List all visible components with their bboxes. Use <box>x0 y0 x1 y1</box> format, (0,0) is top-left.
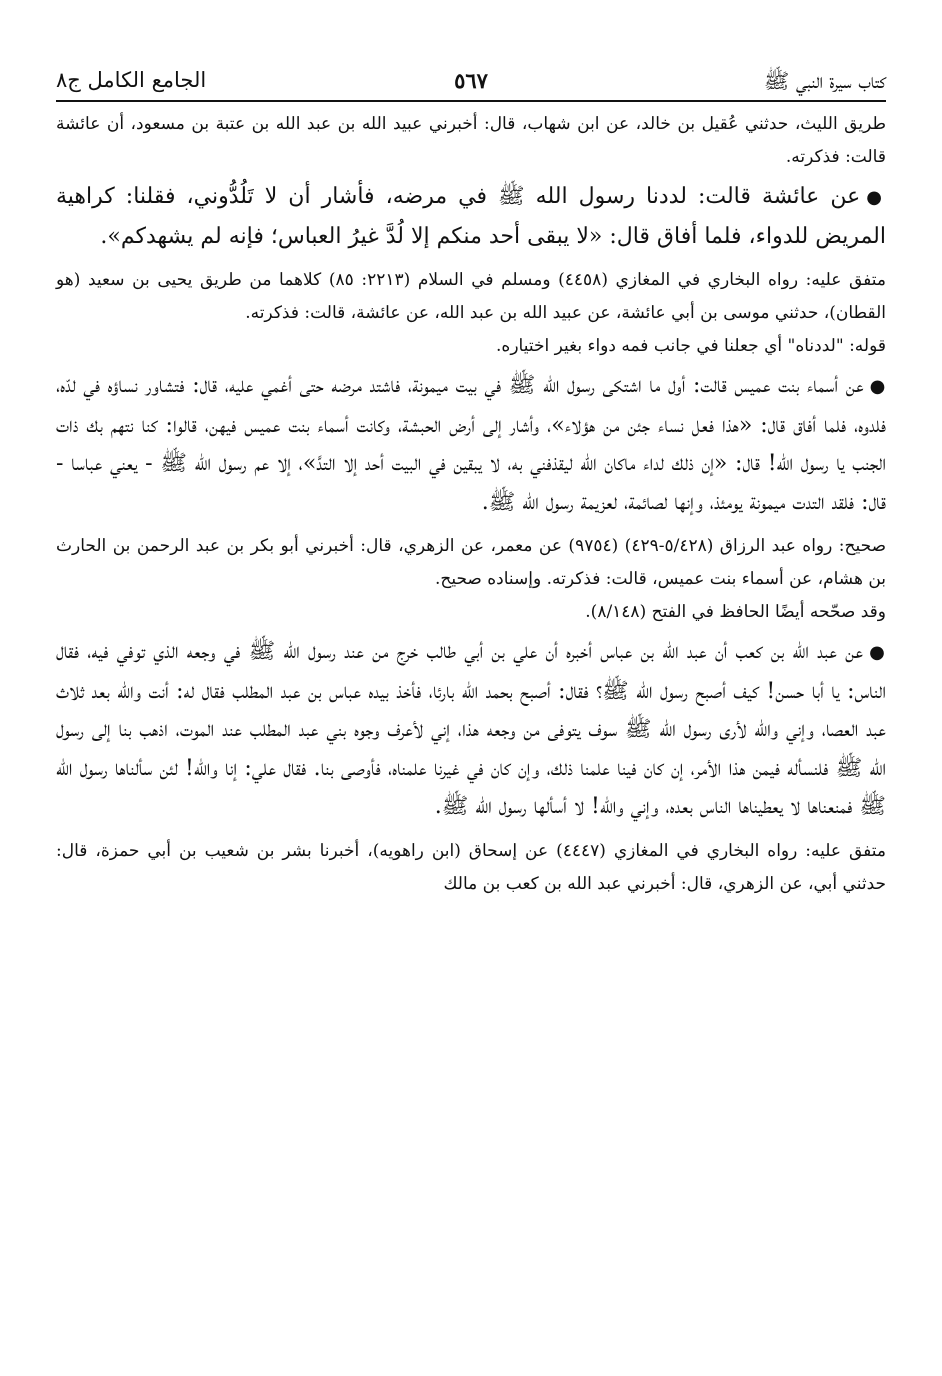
bullet-icon: ● <box>869 642 886 663</box>
bullet-icon: ● <box>869 376 886 397</box>
takhrij-note-2: متفق عليه: رواه البخاري في المغازي (٤٤٥٨) ومسلم في السلام (٢٢١٣: ٨٥) كلاهما من طريق يحيى بن سعيد (هو القطان)، حدثني موسى بن أبي عائشة، عن عبيد الله بن عبد الله، عن عائشة، قالت: فذكرته. <box>56 270 886 323</box>
page-number: ٥٦٧ <box>454 68 488 93</box>
takhrij-note-3: صحيح: رواه عبد الرزاق (٥/٤٢٨-٤٢٩) (٩٧٥٤) عن معمر، عن الزهري، قال: أخبرني أبو بكر بن عبد الرحمن بن الحارث بن هشام، عن أسماء بنت عميس، قالت: فذكرته. وإسناده صحيح. <box>56 536 887 589</box>
page-header <box>56 60 886 100</box>
book-page <box>56 60 886 901</box>
takhrij-note-1: طريق الليث، حدثني عُقيل بن خالد، عن ابن شهاب، قال: أخبرني عبيد الله بن عبد الله بن عتبة بن مسعود، أن عائشة قالت: فذكرته. <box>56 114 886 167</box>
takhrij-note-4: متفق عليه: رواه البخاري في المغازي (٤٤٤٧) عن إسحاق (ابن راهويه)، أخبرنا بشر بن شعيب بن أبي حمزة، قال: حدثني أبي، عن الزهري، قال: أخبرني عبد الله بن كعب بن مالك <box>56 840 886 894</box>
hadith-ibn-abbas <box>56 633 886 827</box>
takhrij-note-3b: وقد صحّحه أيضًا الحافظ في الفتح (٨/١٤٨). <box>585 602 886 622</box>
hadith-asma <box>56 367 886 522</box>
hadith-aisha-text: عن عائشة قالت: لددنا رسول الله ﷺ في مرضه، فأشار أن لا تَلُدُّوني، فقلنا: كراهية المريض للدواء، فلما أفاق قال: «لا يبقى أحد منكم إلا لُدَّ غيرُ العباس؛ فإنه لم يشهدكم». <box>56 184 886 249</box>
hadith-ibn-abbas-text: عن عبد الله بن كعب أن عبد الله بن عباس أخبره أن علي بن أبي طالب خرج من عند رسول الله ﷺ في وجعه الذي توفي فيه، فقال الناس: يا أبا حسن! كيف أصبح رسول الله ﷺ؟ فقال: أصبح بحمد الله بارئا، فأخذ بيده عباس بن عبد المطلب فقال له: أنت والله بعد ثلاث عبد العصا، وإني والله لأرى رسول الله ﷺ سوف يتوفى من وجعه هذا، إني لأعرف وجوه بني عبد المطلب عند الموت، اذهب بنا إلى رسول الله ﷺ فلنسأله فيمن هذا الأمر، إن كان فينا علمنا ذلك، وإن كان في غيرنا علمناه، فأوصى بنا. فقال علي: إنا والله! لئن سألناها رسول الله ﷺ فمنعناها لا يعطيناها الناس بعده، وإني والله! لا أسألها رسول الله ﷺ. <box>56 639 886 819</box>
bullet-icon: ● <box>866 187 886 208</box>
book-title: كتاب سيرة النبي ﷺ <box>763 69 886 93</box>
hadith-asma-text: عن أسماء بنت عميس قالت: أول ما اشتكى رسول الله ﷺ في بيت ميمونة، فاشتد مرضه حتى أغمي عليه، قال: فتشاور نساؤه في لدّه، فلدوه، فلما أفاق قال: «هذا فعل نساء جئن من هؤلاء»، وأشار إلى أرض الحبشة، وكانت أسماء بنت عميس فيهن، قالوا: كنا نتهم بك ذات الجنب يا رسول الله! قال: «إن ذلك لداء ماكان الله ليقذفني به، لا يبقين في البيت أحد إلا التدَّ»، إلا عم رسول الله ﷺ - يعني عباسا - قال: فلقد التدت ميمونة يومئذ، وإنها لصائمة، لعزيمة رسول الله ﷺ. <box>56 373 886 515</box>
volume-label: الجامع الكامل ج٨ <box>56 68 207 92</box>
hadith-aisha <box>56 178 886 256</box>
header-rule <box>56 100 886 102</box>
gloss-note: قوله: "لددناه" أي جعلنا في جانب فمه دواء بغير اختياره. <box>496 336 886 356</box>
